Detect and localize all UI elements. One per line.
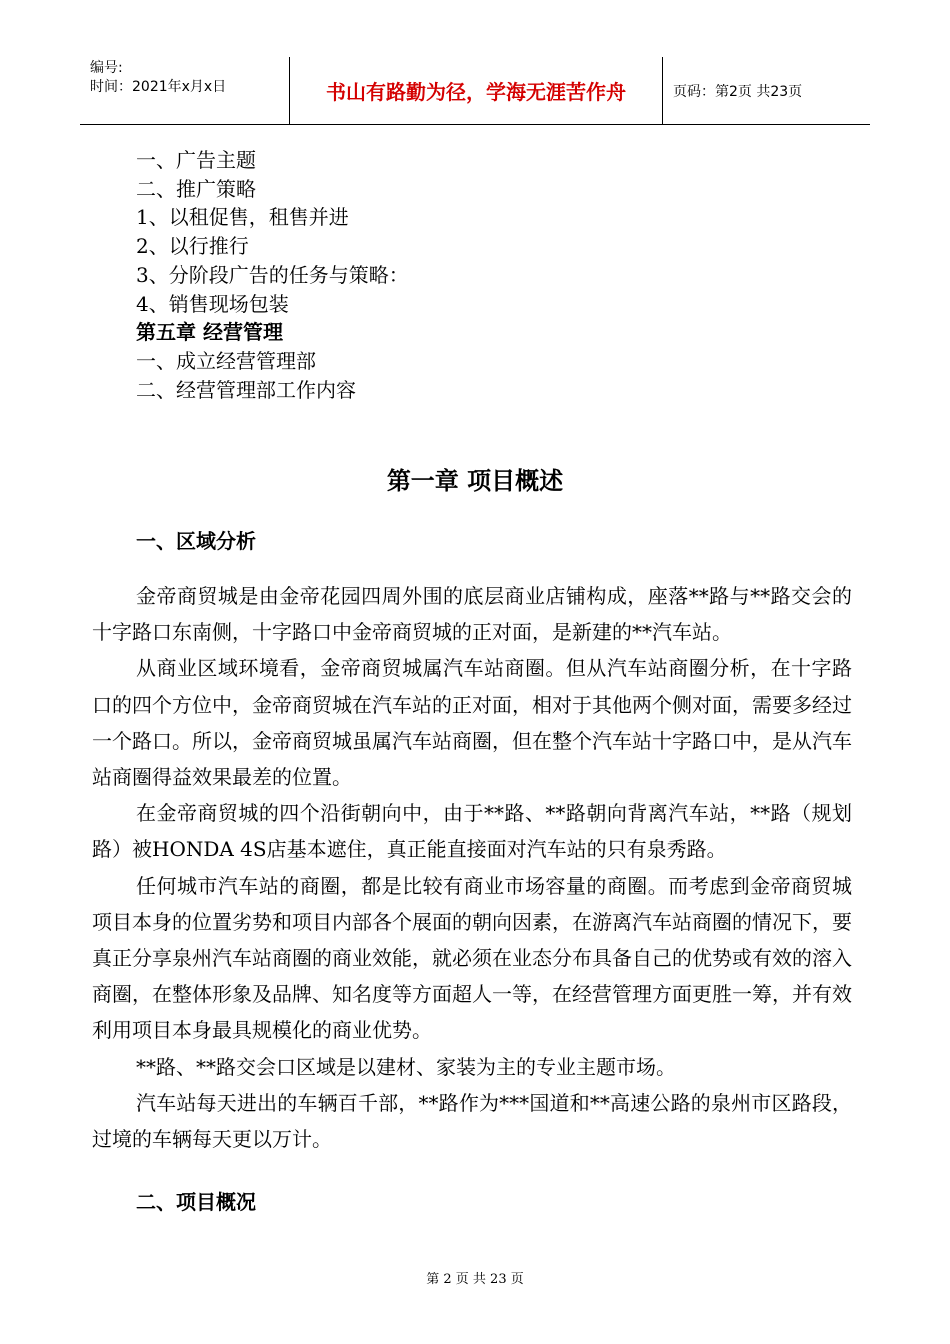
table-of-contents xyxy=(136,146,409,404)
toc-item: 3、分阶段广告的任务与策略： xyxy=(136,262,409,287)
time-label: 时间：2021年x月x日 xyxy=(90,79,227,95)
paragraph: 汽车站每天进出的车辆百千部，**路作为***国道和**高速公路的泉州市区路段，过境的车辆每天更以万计。 xyxy=(92,1090,852,1152)
page-footer: 第 2 页 共 23 页 xyxy=(426,1272,524,1287)
toc-item: 二、经营管理部工作内容 xyxy=(136,377,356,402)
header-page-info: 页码：第2页 共23页 xyxy=(663,57,871,125)
paragraph: **路、**路交会口区域是以建材、家装为主的专业主题市场。 xyxy=(136,1054,676,1079)
paragraph: 金帝商贸城是由金帝花园四周外围的底层商业店铺构成，座落**路与**路交会的十字路口东南侧，十字路口中金帝商贸城的正对面，是新建的**汽车站。 xyxy=(92,584,852,645)
toc-item: 一、广告主题 xyxy=(136,148,256,172)
document-header xyxy=(80,57,870,125)
body-text xyxy=(92,578,852,1157)
section-heading-region-analysis: 一、区域分析 xyxy=(136,529,256,553)
toc-item: 2、以行推行 xyxy=(136,234,249,259)
paragraph: 任何城市汽车站的商圈，都是比较有商业市场容量的商圈。而考虑到金帝商贸城项目本身的位置劣势和项目内部各个展面的朝向因素，在游离汽车站商圈的情况下，要真正分享泉州汽车站商圈的商业效能，就必须在业态分布具备自己的优势或有效的溶入商圈，在整体形象及品牌、知名度等方面超人一等，在经营管理方面更胜一筹，并有效利用项目本身最具规模化的商业优势。 xyxy=(92,873,852,1043)
header-motto: 书山有路勤为径，学海无涯苦作舟 xyxy=(290,57,663,125)
number-label: 编号: xyxy=(90,60,123,76)
toc-item: 一、成立经营管理部 xyxy=(136,348,316,373)
toc-item: 1、以租促售，租售并进 xyxy=(136,205,349,230)
paragraph: 从商业区域环境看，金帝商贸城属汽车站商圈。但从汽车站商圈分析，在十字路口的四个方位中，金帝商贸城在汽车站的正对面，相对于其他两个侧对面，需要多经过一个路口。所以，金帝商贸城虽属汽车站商圈，但在整个汽车站十字路口中，是从汽车站商圈得益效果最差的位置。 xyxy=(92,656,852,790)
chapter-title: 第一章 项目概述 xyxy=(386,467,564,495)
toc-item: 二、推广策略 xyxy=(136,176,256,201)
paragraph: 在金帝商贸城的四个沿街朝向中，由于**路、**路朝向背离汽车站，**路（规划路）被HONDA 4S店基本遮住，真正能直接面对汽车站的只有泉秀路。 xyxy=(92,801,852,862)
header-meta xyxy=(80,57,290,125)
section-heading-project-overview: 二、项目概况 xyxy=(136,1190,256,1214)
toc-chapter-heading: 第五章 经营管理 xyxy=(136,320,283,345)
toc-item: 4、销售现场包装 xyxy=(136,291,289,316)
